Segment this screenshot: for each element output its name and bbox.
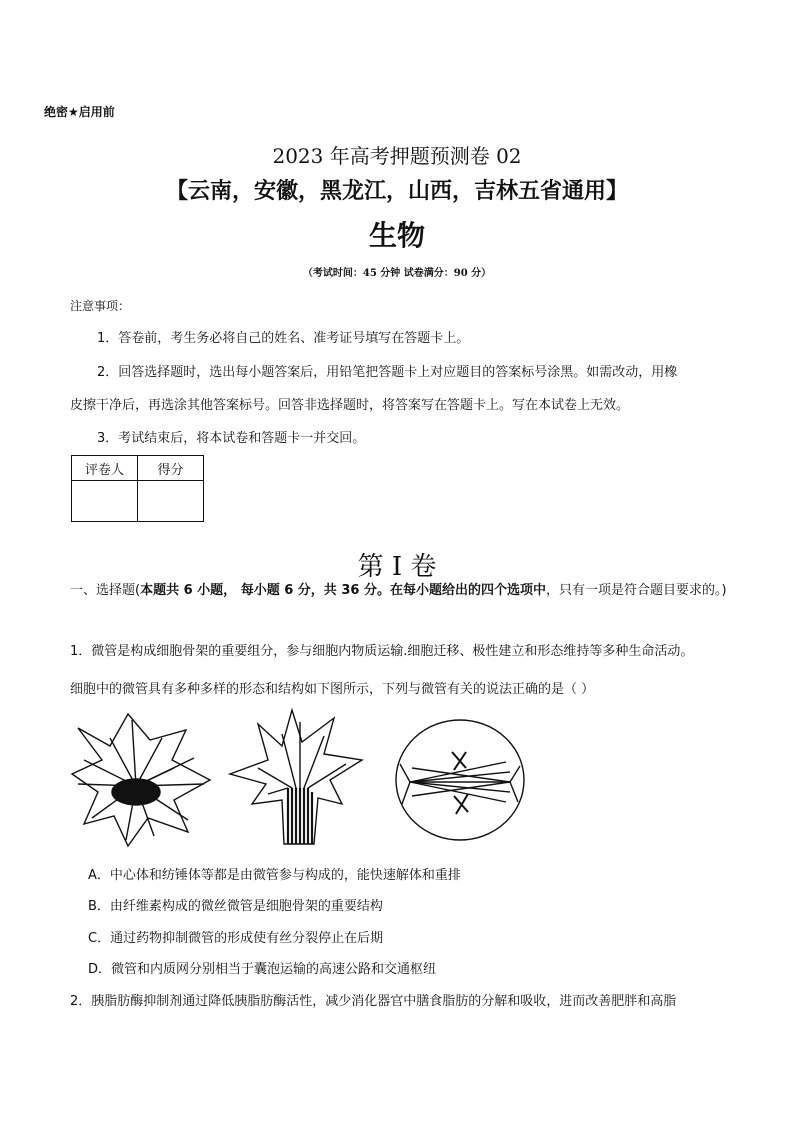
notice-item-3: 3．考试结束后，将本试卷和答题卡一并交回。 (97, 431, 366, 446)
part-title: 第 I 卷 (357, 552, 437, 582)
question-2-stem: 2．胰脂肪酶抑制剂通过降低胰脂肪酶活性，减少消化器官中膳食脂肪的分解和吸收，进而改善肥胖和高脂 (70, 994, 677, 1009)
question-1-option-d[interactable]: D．微管和内质网分别相当于囊泡运输的高速公路和交通枢纽 (88, 962, 437, 977)
grade-table-score-header: 得分 (138, 456, 204, 481)
notice-item-2-line2: 皮擦干净后，再选涂其他答案标号。回答非选择题时，将答案写在答题卡上。写在本试卷上无效。 (70, 398, 630, 413)
question-1-option-b[interactable]: B．由纤维素构成的微丝微管是细胞骨架的重要结构 (88, 899, 383, 914)
exam-info: （考试时间：45 分钟 试卷满分：90 分） (302, 268, 492, 279)
score-cell[interactable] (138, 481, 204, 522)
exam-provinces: 【云南，安徽，黑龙江，山西，吉林五省通用】 (165, 179, 628, 204)
secret-mark: 绝密★启用前 (44, 105, 115, 119)
figure-star-cell (72, 714, 210, 846)
grade-table-grader-header: 评卷人 (72, 456, 138, 481)
exam-title: 2023 年高考押题预测卷 02 (272, 144, 522, 168)
exam-subject: 生物 (368, 219, 425, 252)
figure-bundle-cell (230, 710, 362, 844)
section-1-prefix: 一、选择题( (70, 583, 141, 598)
notice-heading: 注意事项： (70, 299, 131, 313)
section-1-bold: 本题共 6 小题， 每小题 6 分，共 36 分。在每小题给出的四个选项中 (140, 583, 546, 598)
question-1-stem-line2: 细胞中的微管具有多种多样的形态和结构如下图所示，下列与微管有关的说法正确的是（ ） (70, 682, 595, 697)
figure-spindle-cell (396, 720, 524, 840)
grade-table (71, 455, 204, 522)
section-1-suffix: ，只有一项是符合题目要求的。) (545, 583, 727, 598)
grader-cell[interactable] (72, 481, 138, 522)
question-1-stem-line1: 1．微管是构成细胞骨架的重要组分，参与细胞内物质运输.细胞迁移、极性建立和形态维持等多种生命活动。 (70, 644, 694, 659)
section-1-instructions (70, 578, 730, 604)
notice-item-2-line1: 2．回答选择题时，选出每小题答案后，用铅笔把答题卡上对应题目的答案标号涂黑。如需改动，用橡 (97, 365, 678, 380)
question-1-option-c[interactable]: C．通过药物抑制微管的形成使有丝分裂停止在后期 (88, 931, 384, 946)
question-1-option-a[interactable]: A．中心体和纺锤体等都是由微管参与构成的，能快速解体和重排 (88, 868, 461, 883)
microtubule-figures (70, 708, 550, 848)
notice-item-1: 1．答卷前，考生务必将自己的姓名、准考证号填写在答题卡上。 (97, 331, 470, 346)
